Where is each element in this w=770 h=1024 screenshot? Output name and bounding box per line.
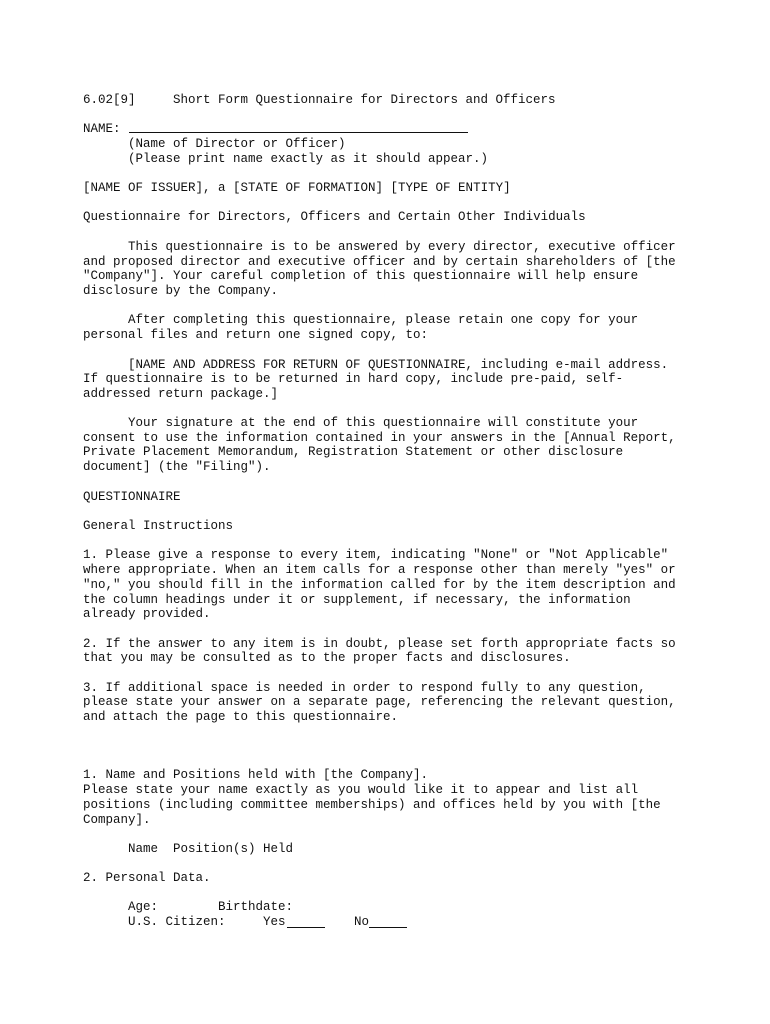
issuer-line: [NAME OF ISSUER], a [STATE OF FORMATION] [TYPE OF ENTITY] — [83, 181, 511, 195]
name-label: NAME: — [83, 122, 121, 136]
intro-p2-line: After completing this questionnaire, please retain one copy for your — [83, 313, 639, 327]
intro-p1-line: "Company"]. Your careful completion of this questionnaire will help ensure — [83, 269, 639, 283]
intro-p2-line: personal files and return one signed copy, to: — [83, 328, 429, 342]
document-title: Short Form Questionnaire for Directors and Officers — [173, 93, 556, 107]
item-1-line: Company]. — [83, 813, 151, 827]
yes-label: Yes — [263, 915, 286, 929]
general-instructions-heading: General Instructions — [83, 519, 234, 533]
intro-p3-line: If questionnaire is to be returned in hard copy, include pre-paid, self- — [83, 372, 624, 386]
instruction-3-line: and attach the page to this questionnaire. — [83, 710, 399, 724]
instruction-1-line: already provided. — [83, 607, 211, 621]
yes-fill-line[interactable] — [287, 915, 325, 928]
item-1-line: Please state your name exactly as you would like it to appear and list all — [83, 783, 639, 797]
name-hint-2: (Please print name exactly as it should appear.) — [128, 152, 489, 166]
questionnaire-title: Questionnaire for Directors, Officers and Certain Other Individuals — [83, 210, 586, 224]
instruction-2-line: that you may be consulted as to the proper facts and disclosures. — [83, 651, 571, 665]
section-heading: QUESTIONNAIRE — [83, 490, 181, 504]
intro-p4-line: Your signature at the end of this questionnaire will constitute your — [83, 416, 639, 430]
intro-p4-line: Private Placement Memorandum, Registration Statement or other disclosure — [83, 445, 624, 459]
name-hint-1: (Name of Director or Officer) — [128, 137, 346, 151]
intro-p4-line: consent to use the information contained in your answers in the [Annual Report, — [83, 431, 676, 445]
instruction-3-line: please state your answer on a separate page, referencing the relevant question, — [83, 695, 676, 709]
instruction-1-line: 1. Please give a response to every item, indicating "None" or "Not Applicable" — [83, 548, 669, 562]
us-citizen-label: U.S. Citizen: — [128, 915, 226, 929]
item-1-line: 1. Name and Positions held with [the Company]. — [83, 768, 429, 782]
item-2-heading: 2. Personal Data. — [83, 871, 211, 885]
item-1-line: positions (including committee memberships) and offices held by you with [the — [83, 798, 661, 812]
section-number: 6.02[9] — [83, 93, 136, 107]
instruction-1-line: "no," you should fill in the information called for by the item description and — [83, 578, 676, 592]
intro-p3-line: [NAME AND ADDRESS FOR RETURN OF QUESTIONNAIRE, including e-mail address. — [83, 358, 669, 372]
name-fill-line[interactable] — [129, 120, 468, 133]
intro-p1-line: and proposed director and executive officer and by certain shareholders of [the — [83, 255, 676, 269]
intro-p3-line: addressed return package.] — [83, 387, 279, 401]
column-header-name: Name — [128, 842, 159, 856]
age-label: Age: — [128, 900, 159, 914]
no-fill-line[interactable] — [369, 915, 407, 928]
instruction-1-line: the column headings under it or supplement, if necessary, the information — [83, 593, 631, 607]
intro-p4-line: document] (the "Filing"). — [83, 460, 271, 474]
column-header-positions: Position(s) Held — [173, 842, 294, 856]
instruction-3-line: 3. If additional space is needed in order to respond fully to any question, — [83, 681, 646, 695]
instruction-2-line: 2. If the answer to any item is in doubt, please set forth appropriate facts so — [83, 637, 676, 651]
birthdate-label: Birthdate: — [218, 900, 294, 914]
intro-p1-line: disclosure by the Company. — [83, 284, 279, 298]
intro-p1-line: This questionnaire is to be answered by every director, executive officer — [83, 240, 676, 254]
no-label: No — [354, 915, 370, 929]
instruction-1-line: where appropriate. When an item calls for a response other than merely "yes" or — [83, 563, 676, 577]
